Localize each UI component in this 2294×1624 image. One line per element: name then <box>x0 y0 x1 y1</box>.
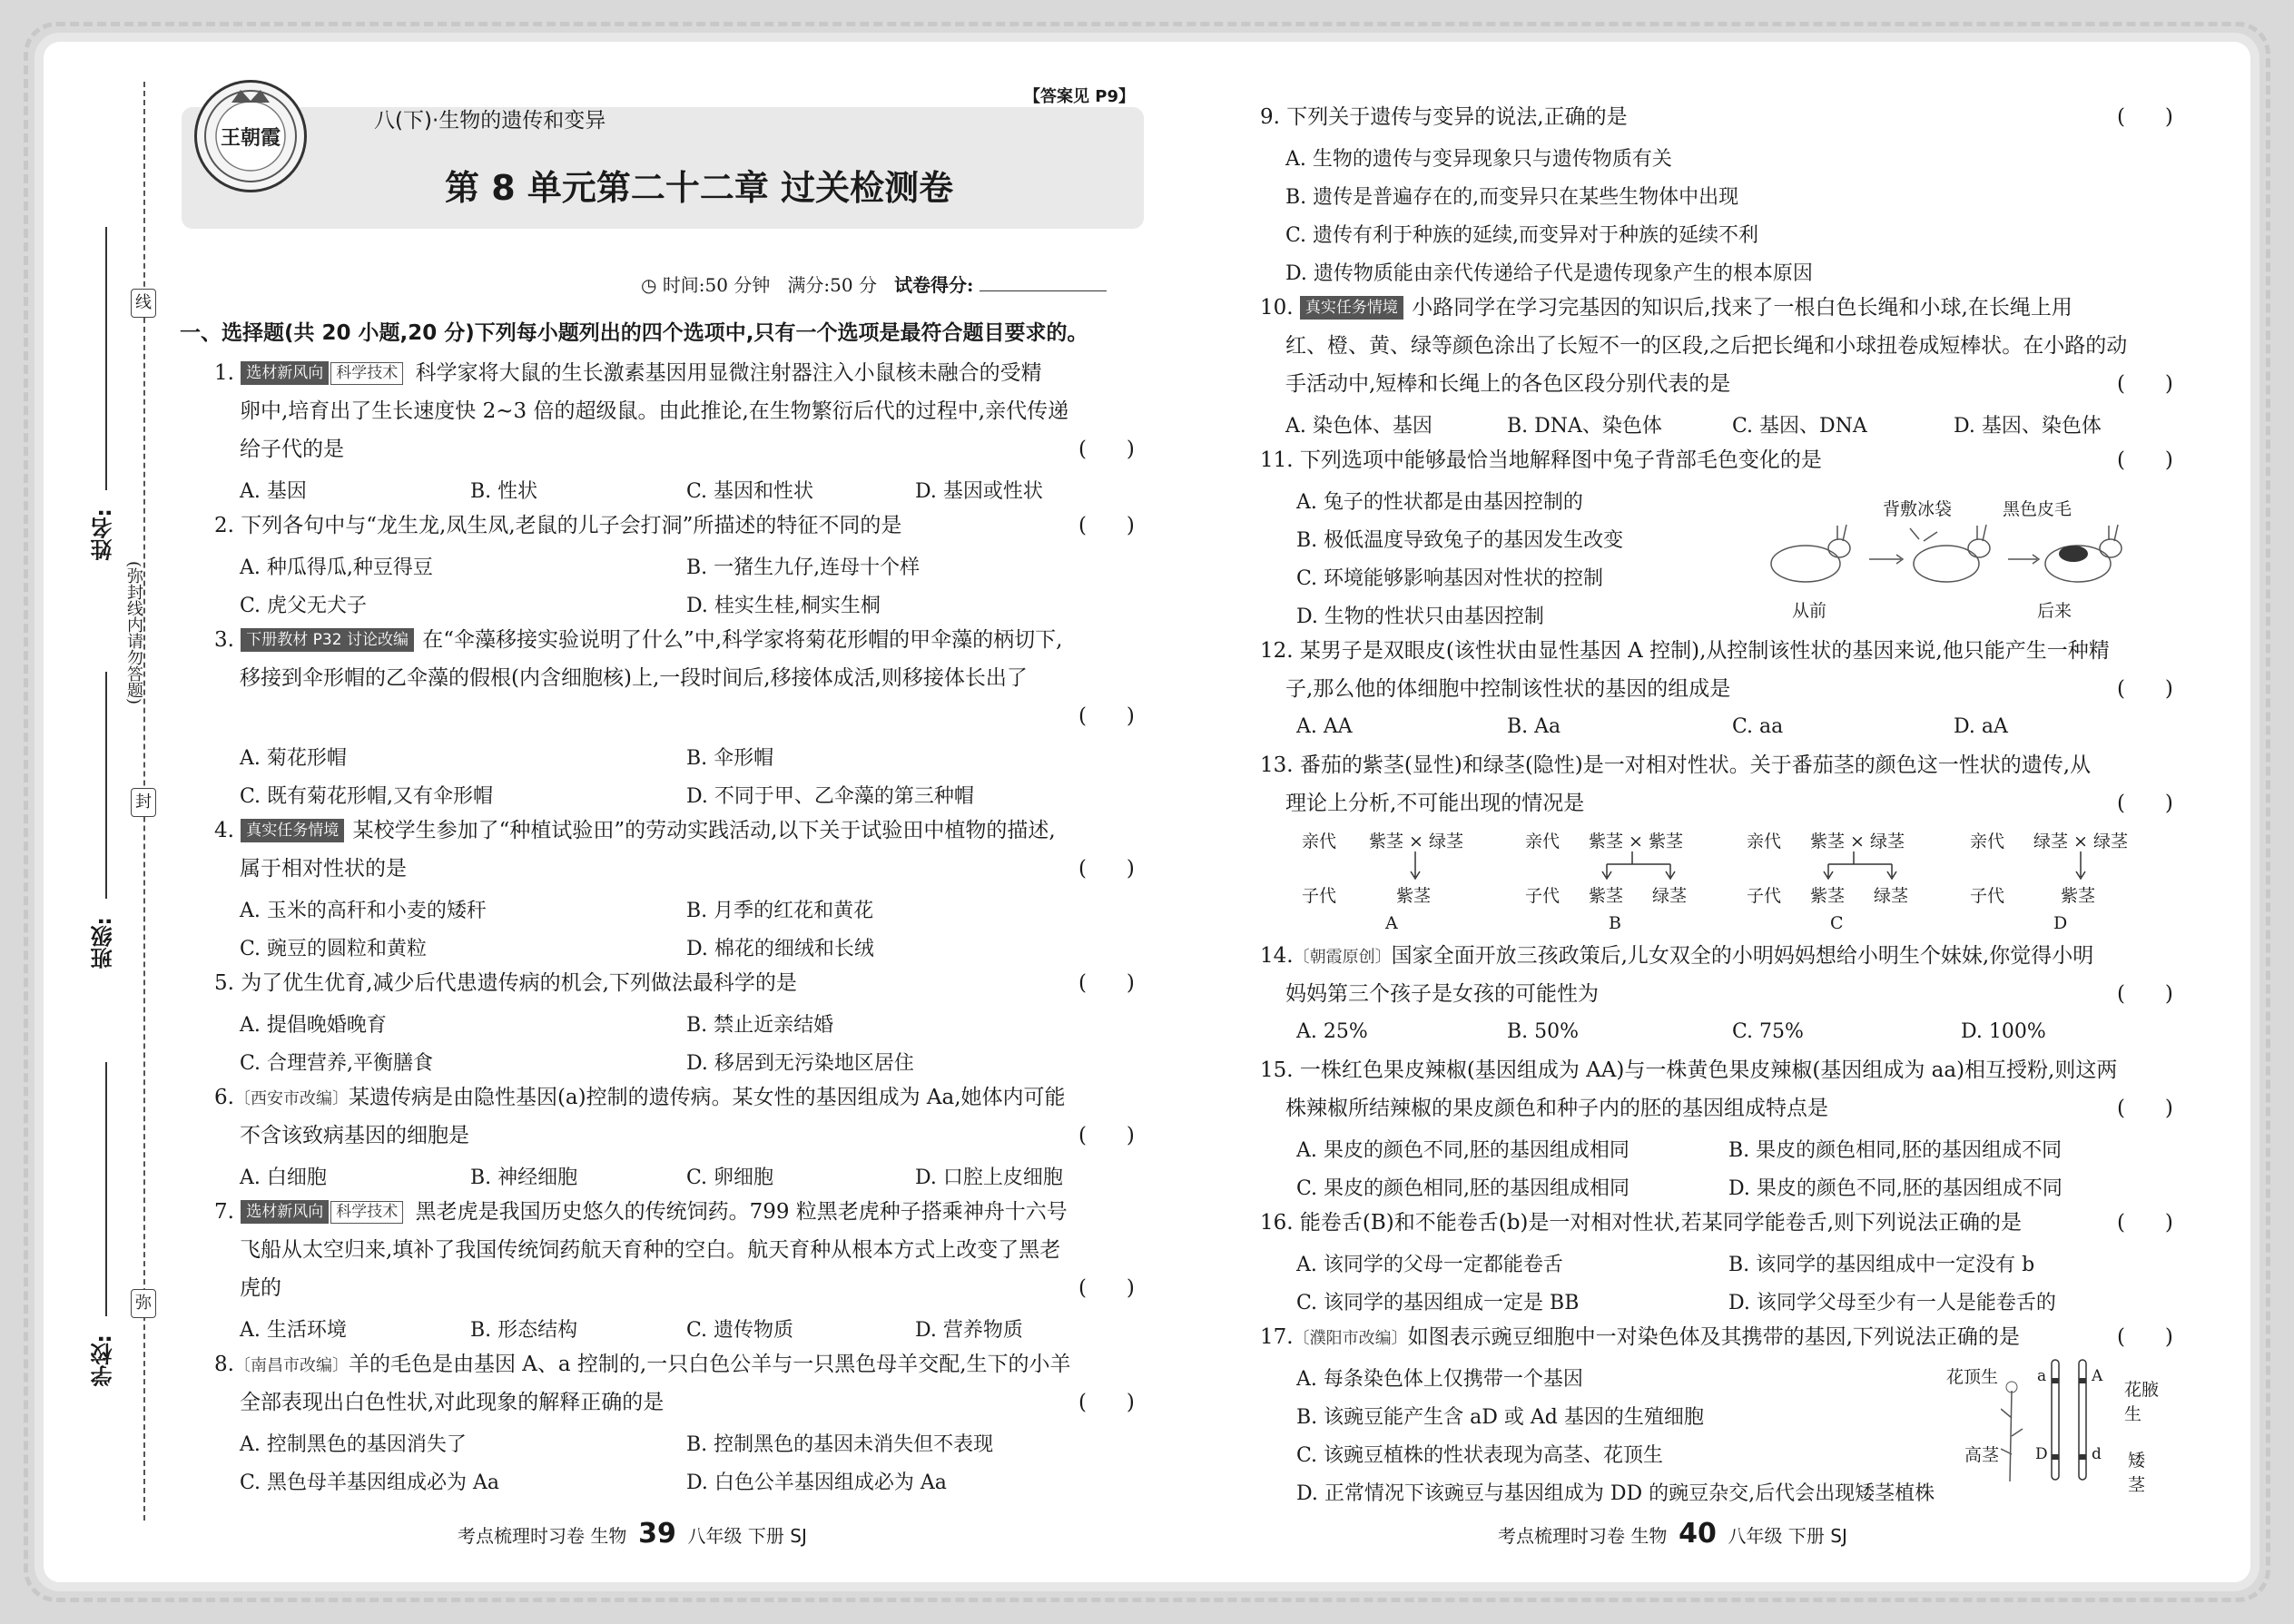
q7-option-b[interactable]: B. 形态结构 <box>470 1319 578 1342</box>
clock-icon: ◷ <box>641 274 657 296</box>
q13-answer-blank[interactable]: ( ) <box>2117 792 2173 815</box>
svg-text:王朝霞: 王朝霞 <box>220 126 281 150</box>
q14-text1: 国家全面开放三孩政策后,儿女双全的小明妈妈想给小明生个妹妹,你觉得小明 <box>1391 944 2094 968</box>
q4-option-a[interactable]: A. 玉米的高秆和小麦的矮秆 <box>240 900 487 922</box>
cross-a-parents: 紫茎 × 绿茎 <box>1369 832 1463 851</box>
q12-option-a[interactable]: A. AA <box>1296 715 1353 738</box>
q6-line1 <box>214 1078 1066 1118</box>
cross-d-child-label: 子代 <box>1970 886 2005 906</box>
q15-line1: 15. 一株红色果皮辣椒(基因组成为 AA)与一株黄色果皮辣椒(基因组成为 aa)相互授粉,则这两 <box>1260 1058 2118 1082</box>
q4-text1: 某校学生参加了“种植试验田”的劳动实践活动,以下关于试验田中植物的描述, <box>352 819 1056 842</box>
q1-option-c[interactable]: C. 基因和性状 <box>686 480 814 503</box>
q16-option-d[interactable]: D. 该同学父母至少有一人是能卷舌的 <box>1728 1292 2056 1314</box>
q4-tag: 真实任务情境 <box>241 819 344 842</box>
q12-option-c[interactable]: C. aa <box>1732 715 1784 738</box>
q11-option-c[interactable]: C. 环境能够影响基因对性状的控制 <box>1296 567 1604 590</box>
q10-answer-blank[interactable]: ( ) <box>2117 372 2173 396</box>
q12-option-b[interactable]: B. Aa <box>1507 715 1561 738</box>
q12-option-d[interactable]: D. aA <box>1954 715 2008 738</box>
q1-line3: 给子代的是 <box>240 438 344 461</box>
q9-line1: 9. 下列关于遗传与变异的说法,正确的是 <box>1260 105 1628 129</box>
q3-line1 <box>214 621 1062 659</box>
q17-option-c[interactable]: C. 该豌豆植株的性状表现为高茎、花顶生 <box>1296 1444 1664 1467</box>
q2-option-d[interactable]: D. 桂实生桂,桐实生桐 <box>686 595 881 617</box>
q6-number: 6. <box>214 1086 234 1109</box>
q3-option-b[interactable]: B. 伞形帽 <box>686 747 774 770</box>
paper-score-label: 试卷得分: <box>894 274 974 296</box>
q16-line1: 16. 能卷舌(B)和不能卷舌(b)是一对相对性状,若某同学能卷舌,则下列说法正确的是 <box>1260 1211 2023 1235</box>
cross-b-parent-label: 亲代 <box>1525 832 1561 851</box>
cross-d-parent-label: 亲代 <box>1970 832 2005 851</box>
q9-option-b[interactable]: B. 遗传是普遍存在的,而变异只在某些生物体中出现 <box>1285 186 1739 209</box>
q8-number: 8. <box>214 1353 234 1376</box>
q16-option-c[interactable]: C. 该同学的基因组成一定是 BB <box>1296 1292 1580 1314</box>
exam-info <box>641 271 1107 297</box>
paper-score-field[interactable] <box>980 290 1107 291</box>
q9-answer-blank[interactable]: ( ) <box>2117 105 2173 129</box>
q2-option-b[interactable]: B. 一猪生九仔,连母十个样 <box>686 556 921 579</box>
q3-number: 3. <box>214 628 234 652</box>
full-score: 满分:50 分 <box>787 274 877 296</box>
q5-option-a[interactable]: A. 提倡晚婚晚育 <box>240 1014 387 1037</box>
q2-answer-blank[interactable]: ( ) <box>1078 514 1135 537</box>
footer-right-book: 考点梳理时习卷 生物 <box>1498 1525 1668 1547</box>
q15-line2: 株辣椒所结辣椒的果皮颜色和种子内的胚的基因组成特点是 <box>1285 1097 1828 1120</box>
q4-answer-blank[interactable]: ( ) <box>1078 857 1135 881</box>
cross-c-child-2: 绿茎 <box>1874 886 1909 906</box>
q10-line1 <box>1260 289 2072 327</box>
rabbits-icon <box>1765 523 2128 595</box>
q11-answer-blank[interactable]: ( ) <box>2117 448 2173 472</box>
q4-number: 4. <box>214 819 234 842</box>
section-heading: 一、选择题(共 20 小题,20 分)下列每小题列出的四个选项中,只有一个选项是最符合题目要求的。 <box>180 321 1088 345</box>
page-title: 第 8 单元第二十二章 过关检测卷 <box>445 168 954 208</box>
q4-option-d[interactable]: D. 棉花的细绒和长绒 <box>686 938 874 960</box>
q3-line2: 移接到伞形帽的乙伞藻的假根(内含细胞核)上,一段时间后,移接体成活,则移接体长出了 <box>240 666 1028 690</box>
q8-option-c[interactable]: C. 黑色母羊基因组成必为 Aa <box>240 1471 500 1494</box>
q6-option-c[interactable]: C. 卵细胞 <box>686 1166 774 1189</box>
q12-line1: 12. 某男子是双眼皮(该性状由显性基因 A 控制),从控制该性状的基因来说,他只能产生一种精 <box>1260 639 2110 663</box>
seal-note: (弥封线内请勿答题) <box>124 561 143 705</box>
q7-tag-tech: 科学技术 <box>330 1201 403 1224</box>
q12-line2: 子,那么他的体细胞中控制该性状的基因的组成是 <box>1285 677 1731 701</box>
q14-number: 14. <box>1260 944 1294 968</box>
q14-option-b[interactable]: B. 50% <box>1507 1020 1580 1043</box>
q17-line1 <box>1260 1318 2020 1358</box>
cross-a[interactable] <box>1302 822 1483 940</box>
q15-option-c[interactable]: C. 果皮的颜色相同,胚的基因组成相同 <box>1296 1177 1630 1200</box>
footer-right-grade: 八年级 下册 SJ <box>1728 1525 1847 1547</box>
publisher-logo <box>194 80 307 192</box>
label-terminal-flower: 花顶生 <box>1946 1367 1999 1387</box>
q10-number: 10. <box>1260 296 1294 320</box>
cross-c[interactable] <box>1747 822 1928 940</box>
chromosome-pair-icon <box>2001 1354 2128 1491</box>
q4-line2: 属于相对性状的是 <box>240 857 407 881</box>
q8-option-b[interactable]: B. 控制黑色的基因未消失但不表现 <box>686 1433 994 1456</box>
rabbit-label-before: 从前 <box>1792 601 1827 621</box>
label-tall-stem: 高茎 <box>1964 1445 2000 1465</box>
q14-answer-blank[interactable]: ( ) <box>2117 982 2173 1006</box>
cross-b-parents: 紫茎 × 紫茎 <box>1589 832 1683 851</box>
q11-line1: 11. 下列选项中能够最恰当地解释图中兔子背部毛色变化的是 <box>1260 448 1822 472</box>
q14-line2: 妈妈第三个孩子是女孩的可能性为 <box>1285 982 1599 1006</box>
q1-answer-blank[interactable]: ( ) <box>1078 438 1135 461</box>
series-label: 八(下)·生物的遗传和变异 <box>374 109 606 133</box>
q5-line1: 5. 为了优生优育,减少后代患遗传病的机会,下列做法最科学的是 <box>214 971 797 995</box>
cross-diagrams <box>1302 822 2155 940</box>
cross-b[interactable] <box>1525 822 1707 940</box>
q8-option-a[interactable]: A. 控制黑色的基因消失了 <box>240 1433 467 1456</box>
q7-line3: 虎的 <box>240 1276 281 1300</box>
q5-option-d[interactable]: D. 移居到无污染地区居住 <box>686 1052 914 1075</box>
q15-option-b[interactable]: B. 果皮的颜色相同,胚的基因组成不同 <box>1728 1139 2063 1162</box>
gene-label-A: A <box>2092 1367 2103 1385</box>
cross-b-arrows <box>1525 822 1707 886</box>
footer-left-grade: 八年级 下册 SJ <box>687 1525 807 1547</box>
cross-d-arrows <box>1970 822 2151 886</box>
name-label: 姓名: <box>91 508 116 561</box>
q3-option-c[interactable]: C. 既有菊花形帽,又有伞形帽 <box>240 785 494 808</box>
q2-option-c[interactable]: C. 虎父无犬子 <box>240 595 368 617</box>
seal-mark-mi: 弥 <box>131 1289 156 1318</box>
q1-option-d[interactable]: D. 基因或性状 <box>915 480 1043 503</box>
q7-option-d[interactable]: D. 营养物质 <box>915 1319 1023 1342</box>
q7-answer-blank[interactable]: ( ) <box>1078 1276 1135 1300</box>
q10-option-a[interactable]: A. 染色体、基因 <box>1285 415 1433 438</box>
page-number-left: 39 <box>638 1518 676 1550</box>
gene-label-d: d <box>2092 1445 2102 1463</box>
footer-left <box>458 1518 807 1550</box>
q10-option-d[interactable]: D. 基因、染色体 <box>1954 415 2102 438</box>
page-number-right: 40 <box>1679 1518 1717 1550</box>
q11-option-a[interactable]: A. 兔子的性状都是由基因控制的 <box>1296 491 1583 514</box>
q2-option-a[interactable]: A. 种瓜得瓜,种豆得豆 <box>240 556 433 579</box>
q1-tag-tech: 科学技术 <box>330 362 403 385</box>
gene-label-D: D <box>2035 1445 2048 1463</box>
q7-number: 7. <box>214 1200 234 1224</box>
q7-option-c[interactable]: C. 遗传物质 <box>686 1319 794 1342</box>
cross-a-child-label: 子代 <box>1302 886 1337 906</box>
cross-d-letter: D <box>2053 913 2068 933</box>
q1-line2: 卵中,培育出了生长速度快 2~3 倍的超级鼠。由此推论,在生物繁衍后代的过程中,亲代传递 <box>240 399 1069 423</box>
rabbit-label-after: 后来 <box>2037 601 2072 621</box>
cross-d[interactable] <box>1970 822 2151 940</box>
time-limit: 时间:50 分钟 <box>662 274 771 296</box>
q3-answer-blank[interactable]: ( ) <box>1078 704 1135 728</box>
q12-answer-blank[interactable]: ( ) <box>2117 677 2173 701</box>
q15-answer-blank[interactable]: ( ) <box>2117 1097 2173 1120</box>
q1-line1 <box>214 354 1042 392</box>
q11-option-d[interactable]: D. 生物的性状只由基因控制 <box>1296 605 1544 628</box>
q17-number: 17. <box>1260 1325 1294 1349</box>
gene-label-a: a <box>2037 1367 2047 1385</box>
q10-text1: 小路同学在学习完基因的知识后,找来了一根白色长绳和小球,在长绳上用 <box>1412 296 2072 320</box>
q17-text1: 如图表示豌豆细胞中一对染色体及其携带的基因,下列说法正确的是 <box>1407 1325 2020 1349</box>
name-field[interactable] <box>105 227 107 490</box>
q3-option-a[interactable]: A. 菊花形帽 <box>240 747 347 770</box>
cross-c-child-label: 子代 <box>1747 886 1782 906</box>
cross-b-child-label: 子代 <box>1525 886 1561 906</box>
q1-option-a[interactable]: A. 基因 <box>240 480 307 503</box>
q15-option-d[interactable]: D. 果皮的颜色不同,胚的基因组成不同 <box>1728 1177 2063 1200</box>
cross-a-arrows <box>1302 822 1483 886</box>
q6-answer-blank[interactable]: ( ) <box>1078 1124 1135 1147</box>
school-field[interactable] <box>105 1062 107 1316</box>
q13-line2: 理论上分析,不可能出现的情况是 <box>1285 792 1585 815</box>
q6-line2: 不含该致病基因的细胞是 <box>240 1124 469 1147</box>
q16-answer-blank[interactable]: ( ) <box>2117 1211 2173 1235</box>
cross-a-child-1: 紫茎 <box>1396 886 1432 906</box>
q17-option-b[interactable]: B. 该豌豆能产生含 aD 或 Ad 基因的生殖细胞 <box>1296 1406 1704 1429</box>
footer-left-book: 考点梳理时习卷 生物 <box>458 1525 627 1547</box>
q10-line2: 红、橙、黄、绿等颜色涂出了长短不一的区段,之后把长绳和小球扭卷成短棒状。在小路的动 <box>1285 334 2128 358</box>
q2-line1: 2. 下列各句中与“龙生龙,凤生凤,老鼠的儿子会打洞”所描述的特征不同的是 <box>214 514 902 537</box>
q17-source: 〔濮阳市改编〕 <box>1293 1329 1408 1348</box>
q1-text1: 科学家将大鼠的生长激素基因用显微注射器注入小鼠核未融合的受精 <box>415 361 1042 385</box>
q4-line1 <box>214 812 1056 850</box>
class-field[interactable] <box>105 672 107 899</box>
rabbit-label-icepack: 背敷冰袋 <box>1883 499 1953 519</box>
q8-text1: 羊的毛色是由基因 A、a 控制的,一只白色公羊与一只黑色母羊交配,生下的小羊 <box>348 1353 1071 1376</box>
q8-option-d[interactable]: D. 白色公羊基因组成必为 Aa <box>686 1471 947 1494</box>
q10-tag: 真实任务情境 <box>1300 296 1403 320</box>
q6-option-d[interactable]: D. 口腔上皮细胞 <box>915 1166 1063 1189</box>
chromosome-figure <box>1946 1354 2160 1495</box>
q16-option-b[interactable]: B. 该同学的基因组成中一定没有 b <box>1728 1254 2035 1276</box>
q4-option-c[interactable]: C. 豌豆的圆粒和黄粒 <box>240 938 428 960</box>
q10-option-c[interactable]: C. 基因、DNA <box>1732 415 1867 438</box>
cross-b-child-2: 绿茎 <box>1652 886 1688 906</box>
q9-option-c[interactable]: C. 遗传有利于种族的延续,而变异对于种族的延续不利 <box>1285 224 1759 247</box>
q14-option-a[interactable]: A. 25% <box>1296 1020 1368 1043</box>
rabbit-figure <box>1765 487 2128 623</box>
footer-right <box>1498 1518 1847 1550</box>
q17-option-d[interactable]: D. 正常情况下该豌豆与基因组成为 DD 的豌豆杂交,后代会出现矮茎植株 <box>1296 1482 1935 1505</box>
cross-c-parent-label: 亲代 <box>1747 832 1782 851</box>
q5-option-c[interactable]: C. 合理营养,平衡膳食 <box>240 1052 434 1075</box>
cross-a-letter: A <box>1385 913 1398 933</box>
q14-line1 <box>1260 937 2093 977</box>
q3-option-d[interactable]: D. 不同于甲、乙伞藻的第三种帽 <box>686 785 974 808</box>
cross-d-child-1: 紫茎 <box>2061 886 2096 906</box>
q3-text1: 在“伞藻移接实验说明了什么”中,科学家将菊花形帽的甲伞藻的柄切下, <box>422 628 1063 652</box>
q8-source: 〔南昌市改编〕 <box>233 1356 349 1375</box>
q17-option-a[interactable]: A. 每条染色体上仅携带一个基因 <box>1296 1368 1583 1391</box>
q7-line2: 飞船从太空归来,填补了我国传统饲药航天育种的空白。航天育种从根本方式上改变了黑老 <box>240 1238 1061 1262</box>
cross-a-parent-label: 亲代 <box>1302 832 1337 851</box>
q7-line1 <box>214 1193 1068 1231</box>
q17-answer-blank[interactable]: ( ) <box>2117 1325 2173 1349</box>
q15-option-a[interactable]: A. 果皮的颜色不同,胚的基因组成相同 <box>1296 1139 1629 1162</box>
q11-option-b[interactable]: B. 极低温度导致兔子的基因发生改变 <box>1296 529 1624 552</box>
q5-answer-blank[interactable]: ( ) <box>1078 971 1135 995</box>
cross-c-arrows <box>1747 822 1928 886</box>
q4-option-b[interactable]: B. 月季的红花和黄花 <box>686 900 874 922</box>
cross-c-parents: 紫茎 × 绿茎 <box>1810 832 1905 851</box>
q7-tag-new: 选材新风向 <box>241 1200 329 1224</box>
q14-option-d[interactable]: D. 100% <box>1961 1020 2046 1043</box>
q1-option-b[interactable]: B. 性状 <box>470 480 538 503</box>
q8-answer-blank[interactable]: ( ) <box>1078 1391 1135 1414</box>
answer-ref: 【答案见 P9】 <box>1024 87 1135 106</box>
cross-c-letter: C <box>1830 913 1844 933</box>
logo-seal-icon <box>197 83 304 190</box>
seal-mark-seal: 封 <box>131 788 156 817</box>
q10-line3: 手活动中,短棒和长绳上的各色区段分别代表的是 <box>1285 372 1731 396</box>
q6-option-a[interactable]: A. 白细胞 <box>240 1166 327 1189</box>
q1-number: 1. <box>214 361 234 385</box>
label-short-stem: 矮茎 <box>2128 1451 2146 1495</box>
q8-line1 <box>214 1345 1071 1385</box>
q7-option-a[interactable]: A. 生活环境 <box>240 1319 347 1342</box>
q3-tag: 下册教材 P32 讨论改编 <box>241 628 414 652</box>
seal-mark-line: 线 <box>131 289 156 318</box>
class-label: 班级: <box>91 917 116 969</box>
cross-c-child-1: 紫茎 <box>1810 886 1846 906</box>
q6-text1: 某遗传病是由隐性基因(a)控制的遗传病。某女性的基因组成为 Aa,她体内可能 <box>348 1086 1066 1109</box>
q1-tag-new: 选材新风向 <box>241 361 329 385</box>
q14-source: 〔朝霞原创〕 <box>1293 948 1392 967</box>
q7-text1: 黑老虎是我国历史悠久的传统饲药。799 粒黑老虎种子搭乘神舟十六号 <box>415 1200 1068 1224</box>
q8-line2: 全部表现出白色性状,对此现象的解释正确的是 <box>240 1391 665 1414</box>
rabbit-label-black: 黑色皮毛 <box>2003 499 2072 519</box>
label-axial-flower: 花腋生 <box>2124 1380 2160 1424</box>
q13-line1: 13. 番茄的紫茎(显性)和绿茎(隐性)是一对相对性状。关于番茄茎的颜色这一性状的遗传,从 <box>1260 753 2092 777</box>
q9-option-d[interactable]: D. 遗传物质能由亲代传递给子代是遗传现象产生的根本原因 <box>1285 262 1813 285</box>
q9-option-a[interactable]: A. 生物的遗传与变异现象只与遗传物质有关 <box>1285 148 1672 171</box>
q14-option-c[interactable]: C. 75% <box>1732 1020 1804 1043</box>
school-label: 学校: <box>91 1334 116 1387</box>
q10-option-b[interactable]: B. DNA、染色体 <box>1507 415 1662 438</box>
q6-source: 〔西安市改编〕 <box>233 1089 349 1108</box>
cross-d-parents: 绿茎 × 绿茎 <box>2033 832 2128 851</box>
q6-option-b[interactable]: B. 神经细胞 <box>470 1166 578 1189</box>
cross-b-child-1: 紫茎 <box>1589 886 1624 906</box>
q5-option-b[interactable]: B. 禁止近亲结婚 <box>686 1014 834 1037</box>
q16-option-a[interactable]: A. 该同学的父母一定都能卷舌 <box>1296 1254 1563 1276</box>
cross-b-letter: B <box>1609 913 1621 933</box>
